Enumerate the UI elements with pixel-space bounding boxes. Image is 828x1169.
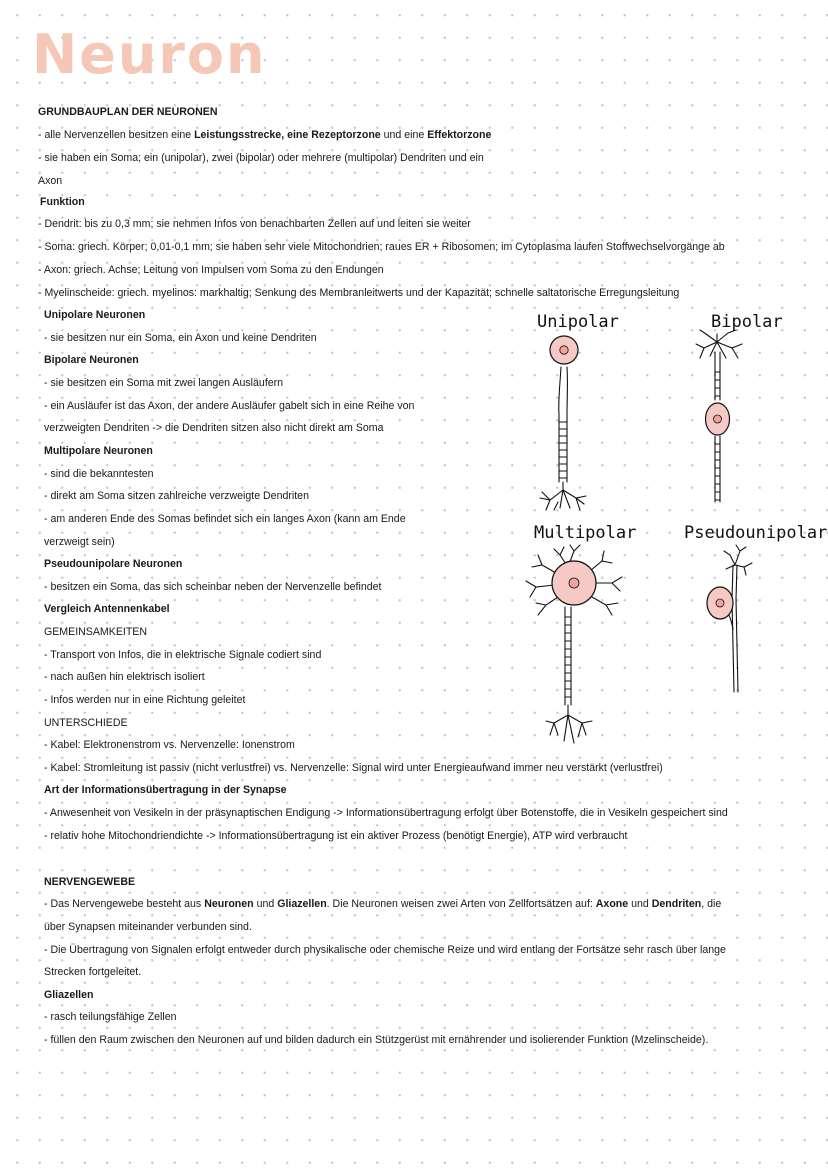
nucleus-shape: [560, 346, 568, 354]
text-span: , die: [701, 898, 722, 910]
text-line: [44, 899, 721, 910]
text-span: . Die Neuronen weisen zwei Arten von Zellfortsätzen auf:: [326, 898, 596, 910]
text-line: - Infos werden nur in eine Richtung geleitet: [44, 694, 246, 706]
text-line: - sind die bekanntesten: [44, 468, 154, 480]
heading-bipolar: Bipolare Neuronen: [44, 354, 139, 366]
heading-synapse: Art der Informationsübertragung in der Synapse: [44, 784, 287, 796]
text-line: Axon: [38, 175, 63, 187]
text-line: - Kabel: Elektronenstrom vs. Nervenzelle: Ionenstrom: [44, 739, 295, 751]
text-line: - nach außen hin elektrisch isoliert: [44, 671, 205, 683]
nucleus-shape: [714, 415, 722, 423]
text-line: - Die Übertragung von Signalen erfolgt entweder durch physikalische oder chemische Reize und wird entlang der Fortsätze sehr rasch über lange: [44, 944, 726, 956]
heading-vergleich: Vergleich Antennenkabel: [44, 603, 170, 615]
text-line: - rasch teilungsfähige Zellen: [44, 1011, 177, 1023]
bold-term: Effektorzone: [427, 129, 492, 141]
text-line: - Transport von Infos, die in elektrische Signale codiert sind: [44, 649, 322, 661]
text-line: - sie besitzen ein Soma mit zwei langen Ausläufern: [44, 377, 284, 389]
text-line: - füllen den Raum zwischen den Neuronen auf und bilden dadurch ein Stützgerüst mit ernährender und isolierender Funktion (Mzelinscheide).: [44, 1034, 709, 1046]
bold-term: Neuronen: [204, 898, 254, 910]
label-bipolar: Bipolar: [711, 312, 783, 332]
bold-term: Dendriten: [651, 898, 702, 910]
text-line: - relativ hohe Mitochondriendichte -> Informationsübertragung ist ein aktiver Prozess (benötigt Energie), ATP wird verbraucht: [44, 830, 628, 842]
text-span: und: [628, 898, 652, 910]
page-title: Neuron: [32, 23, 267, 86]
text-line: [38, 130, 491, 141]
text-line: verzweigt sein): [44, 536, 115, 548]
text-line: - Soma: griech. Körper; 0,01-0,1 mm; sie haben sehr viele Mitochondrien; raues ER + Ribosomen; im Cytoplasma laufen Stoffwechselvorgänge ab: [38, 241, 725, 253]
heading-gliazellen: Gliazellen: [44, 989, 94, 1001]
text-line: - Dendrit: bis zu 0,3 mm; sie nehmen Infos von benachbarten Zellen auf und leiten sie weiter: [38, 218, 471, 230]
text-line: - direkt am Soma sitzen zahlreiche verzweigte Dendriten: [44, 490, 309, 502]
subheading-gemeinsamkeiten: GEMEINSAMKEITEN: [44, 626, 148, 638]
text-span: - alle Nervenzellen besitzen eine: [38, 129, 195, 141]
text-span: - Das Nervengewebe besteht aus: [44, 898, 205, 910]
nucleus-shape: [716, 599, 724, 607]
label-pseudounipolar: Pseudounipolar: [684, 523, 828, 543]
bold-term: Axone: [595, 898, 629, 910]
text-line: Strecken fortgeleitet.: [44, 966, 142, 978]
pseudounipolar-neuron-drawing: [700, 545, 770, 700]
text-span: und: [253, 898, 278, 910]
heading-unipolar: Unipolare Neuronen: [44, 309, 146, 321]
heading-nervengewebe: NERVENGEWEBE: [44, 876, 136, 888]
text-span: und eine: [380, 129, 428, 141]
text-line: - sie besitzen nur ein Soma, ein Axon und keine Dendriten: [44, 332, 317, 344]
text-line: - besitzen ein Soma, das sich scheinbar neben der Nervenzelle befindet: [44, 581, 382, 593]
text-line: - Anwesenheit von Vesikeln in der präsynaptischen Endigung -> Informationsübertragung erfolgt über Botenstoffe, die in Vesikeln gespeichert sind: [44, 807, 728, 819]
unipolar-neuron-drawing: [530, 330, 610, 520]
text-line: - Kabel: Stromleitung ist passiv (nicht verlustfrei) vs. Nervenzelle: Signal wird unter Energieaufwand immer neu verstärkt (verlustfrei): [44, 762, 663, 774]
heading-funktion: Funktion: [40, 196, 85, 208]
subheading-unterschiede: UNTERSCHIEDE: [44, 717, 128, 729]
label-unipolar: Unipolar: [537, 312, 619, 332]
nucleus-shape: [569, 578, 579, 588]
text-line: - am anderen Ende des Somas befindet sich ein langes Axon (kann am Ende: [44, 513, 406, 525]
text-line: - Myelinscheide: griech. myelinos: markhaltig; Senkung des Membranleitwerts und der Kapazität; schnelle saltatorische Erregungsleitung: [38, 287, 680, 299]
heading-multipolar: Multipolare Neuronen: [44, 445, 153, 457]
bipolar-neuron-drawing: [690, 330, 760, 510]
bold-term: Leistungsstrecke, eine Rezeptorzone: [194, 129, 381, 141]
multipolar-neuron-drawing: [520, 545, 630, 750]
text-line: - sie haben ein Soma; ein (unipolar), zwei (bipolar) oder mehrere (multipolar) Dendriten und ein: [38, 152, 484, 164]
heading-pseudounipolar: Pseudounipolare Neuronen: [44, 558, 183, 570]
text-line: - ein Ausläufer ist das Axon, der andere Ausläufer gabelt sich in eine Reihe von: [44, 400, 415, 412]
label-multipolar: Multipolar: [534, 523, 637, 543]
text-line: - Axon: griech. Achse; Leitung von Impulsen vom Soma zu den Endungen: [38, 264, 384, 276]
bold-term: Gliazellen: [277, 898, 327, 910]
text-line: verzweigten Dendriten -> die Dendriten sitzen also nicht direkt am Soma: [44, 422, 384, 434]
heading-grundbauplan: GRUNDBAUPLAN DER NEURONEN: [38, 106, 218, 118]
text-line: über Synapsen miteinander verbunden sind.: [44, 921, 252, 933]
